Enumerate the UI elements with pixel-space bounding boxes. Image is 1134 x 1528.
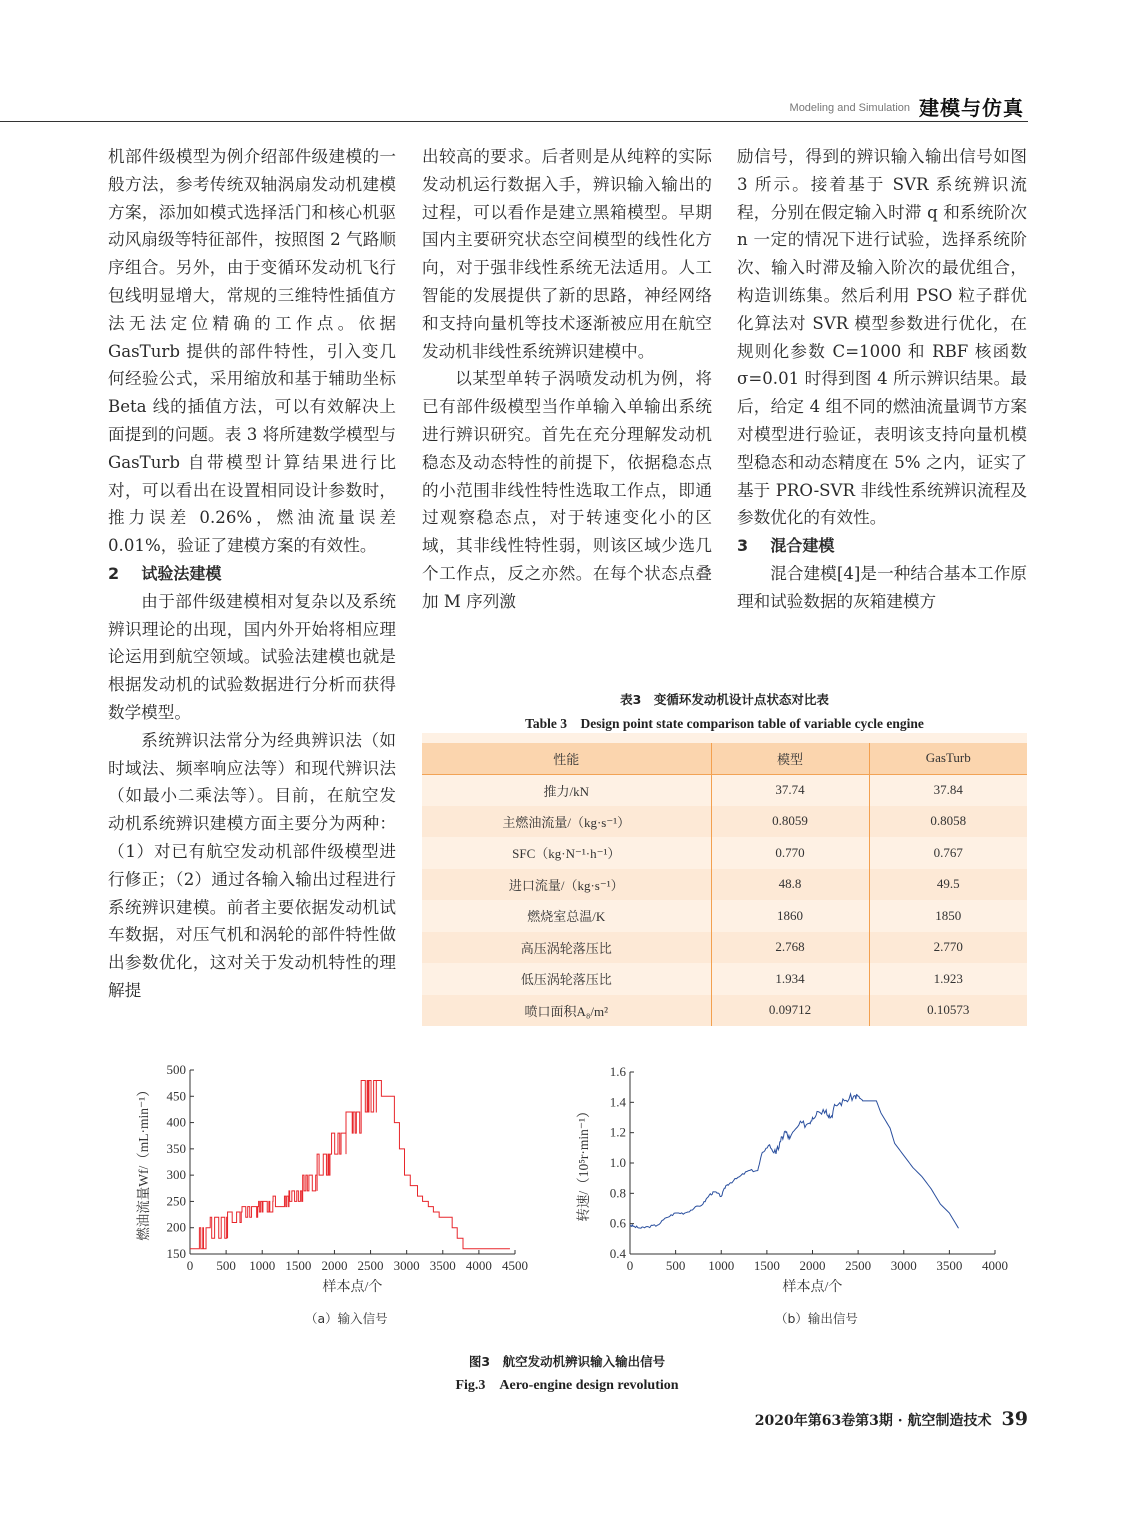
table-caption-en: Table 3 Design point state comparison table of variable cycle engine <box>525 716 924 731</box>
running-header <box>0 90 1028 122</box>
gasturb-value: 1.923 <box>869 963 1027 995</box>
y-tick-label: 450 <box>166 1088 186 1104</box>
x-tick-label: 2500 <box>845 1258 872 1273</box>
paragraph: 以某型单转子涡喷发动机为例，将已有部件级模型当作单输入单输出系统进行辨识研究。首先在充分理解发动机稳态及动态特性的前提下，依据稳态点的小范围非线性特性选取工作点，即通过观察稳态点，对于转速变化小的区域，其非线性特性弱，则该区域少选几个工作点，反之亦然。在每个状态点叠加 M 序列激 <box>422 369 712 611</box>
section-heading-3 <box>737 532 1027 560</box>
y-tick-label: 400 <box>166 1114 186 1130</box>
x-tick-label: 2500 <box>357 1258 384 1273</box>
section-heading-2 <box>108 560 396 588</box>
design-point-table <box>422 733 1027 1026</box>
table-row <box>422 806 1027 838</box>
column-header: 性能 <box>422 743 711 774</box>
x-tick-label: 2000 <box>321 1258 348 1273</box>
model-value: 48.8 <box>711 869 869 901</box>
table-top-bar <box>422 733 1027 743</box>
row-label: SFC（kg·N⁻¹·h⁻¹） <box>422 837 711 869</box>
section-number: 2 <box>108 563 120 583</box>
model-value: 0.770 <box>711 837 869 869</box>
header-section-en: Modeling and Simulation <box>789 102 910 114</box>
gasturb-value: 2.770 <box>869 932 1027 964</box>
x-tick-label: 500 <box>216 1258 236 1273</box>
x-axis-label: 样本点/个 <box>782 1280 843 1295</box>
x-tick-label: 0 <box>626 1258 634 1273</box>
page-number: 39 <box>1001 1408 1028 1430</box>
x-tick-label: 1500 <box>285 1258 312 1273</box>
x-tick-label: 3500 <box>936 1258 963 1273</box>
table-row <box>422 837 1027 869</box>
paragraph: 由于部件级建模相对复杂以及系统辨识理论的出现，国内外开始将相应理论运用到航空领域。试验法建模也就是根据发动机的试验数据进行分析而获得数学模型。 <box>108 591 396 722</box>
row-label: 进口流量/（kg·s⁻¹） <box>422 869 711 901</box>
paragraph: 励信号，得到的辨识输入输出信号如图 3 所示。接着基于 SVR 系统辨识流程，分别在假定输入时滞 q 和系统阶次 n 一定的情况下进行试验，选择系统阶次、输入时滞及输入阶次的最优组合，构造训练集。然后利用 PSO 粒子群优化算法对 SVR 模型参数进行优化，在规则化参数 C=1000 和 RBF 核函数 σ=0.01 时得到图 4 所示辨识结果。最后，给定 4 组不同的燃油流量调节方案对模型进行验证，表明该支持向量机模型稳态和动态精度在 5% 之内，证实了基于 PRO-SVR 非线性系统辨识流程及参数优化的有效性。 <box>737 147 1027 528</box>
x-tick-label: 3500 <box>429 1258 456 1273</box>
gasturb-value: 0.767 <box>869 837 1027 869</box>
gasturb-value: 0.8058 <box>869 806 1027 838</box>
speed-series-line <box>630 1094 959 1228</box>
gasturb-value: 0.10573 <box>869 995 1027 1027</box>
column-header: 模型 <box>711 743 869 774</box>
y-tick-label: 500 <box>166 1062 186 1077</box>
header-section-cn: 建模与仿真 <box>919 96 1024 120</box>
y-tick-label: 1.6 <box>609 1064 626 1079</box>
y-tick-label: 1.4 <box>609 1094 626 1110</box>
y-tick-label: 0.4 <box>609 1246 626 1261</box>
section-title: 试验法建模 <box>141 563 222 583</box>
x-axis-label: 样本点/个 <box>322 1280 383 1295</box>
x-tick-label: 2000 <box>799 1258 826 1273</box>
model-value: 1860 <box>711 900 869 932</box>
x-tick-label: 4000 <box>982 1258 1008 1273</box>
section-title: 混合建模 <box>770 536 835 556</box>
chart-output-signal <box>578 1060 1008 1304</box>
column-2 <box>422 143 712 616</box>
x-tick-label: 1500 <box>753 1258 780 1273</box>
table-row <box>422 900 1027 932</box>
x-tick-label: 1000 <box>249 1258 276 1273</box>
y-tick-label: 300 <box>166 1167 186 1183</box>
y-axis-label: 转速/（10⁵r·min⁻¹） <box>576 1104 591 1222</box>
y-tick-label: 350 <box>166 1140 186 1156</box>
chart-a-svg <box>128 1060 538 1300</box>
y-tick-label: 1.0 <box>609 1155 626 1170</box>
gasturb-value: 37.84 <box>869 774 1027 806</box>
paragraph: 系统辨识法常分为经典辨识法（如时域法、频率响应法等）和现代辨识法（如最小二乘法等）。目前，在航空发动机系统辨识建模方面主要分为两种：（1）对已有航空发动机部件级模型进行修正；（2）通过各输入输出过程进行系统辨识建模。前者主要依据发动机试车数据，对压气机和涡轮的部件特性做出参数优化，这对关于发动机特性的理解提 <box>108 730 396 1000</box>
row-label: 高压涡轮落压比 <box>422 932 711 964</box>
gasturb-value: 1850 <box>869 900 1027 932</box>
gasturb-value: 49.5 <box>869 869 1027 901</box>
x-tick-label: 0 <box>186 1258 194 1273</box>
table-row <box>422 869 1027 901</box>
journal-info: 2020年第63卷第3期 · 航空制造技术 <box>754 1413 992 1429</box>
x-tick-label: 4500 <box>502 1258 528 1273</box>
paragraph: 混合建模[4]是一种结合基本工作原理和试验数据的灰箱建模方 <box>737 563 1027 611</box>
column-3 <box>737 143 1027 616</box>
paragraph: 出较高的要求。后者则是从纯粹的实际发动机运行数据入手，辨识输入输出的过程，可以看作是建立黑箱模型。早期国内主要研究状态空间模型的线性化方向，对于强非线性系统无法适用。人工智能的发展提供了新的思路，神经网络和支持向量机等技术逐渐被应用在航空发动机非线性系统辨识建模中。 <box>422 147 712 361</box>
x-tick-label: 3000 <box>393 1258 420 1273</box>
row-label: 主燃油流量/（kg·s⁻¹） <box>422 806 711 838</box>
y-tick-label: 1.2 <box>609 1124 626 1140</box>
y-tick-label: 200 <box>166 1219 186 1235</box>
x-tick-label: 500 <box>665 1258 686 1273</box>
subfigure-caption-a: （a）输入信号 <box>305 1311 388 1326</box>
y-tick-label: 0.6 <box>609 1215 626 1231</box>
y-axis-label: 燃油流量Wf/（mL·min⁻¹） <box>136 1083 151 1241</box>
model-value: 0.09712 <box>711 995 869 1027</box>
x-tick-label: 3000 <box>890 1258 917 1273</box>
row-label: 燃烧室总温/K <box>422 900 711 932</box>
chart-input-signal <box>128 1060 538 1304</box>
row-label: 喷口面积A₈/m² <box>422 995 711 1027</box>
column-header: GasTurb <box>869 743 1027 774</box>
model-value: 1.934 <box>711 963 869 995</box>
table-row <box>422 963 1027 995</box>
chart-b-svg <box>578 1060 1008 1300</box>
table-caption-cn: 表3 变循环发动机设计点状态对比表 <box>620 692 829 707</box>
figure-caption-en: Fig.3 Aero-engine design revolution <box>455 1378 679 1393</box>
paragraph: 机部件级模型为例介绍部件级建模的一般方法，参考传统双轴涡扇发动机建模方案，添加如模式选择活门和核心机驱动风扇级等特征部件，按照图 2 气路顺序组合。另外，由于变循环发动机飞行包线明显增大，常规的三维特性插值方法无法定位精确的工作点。依据 GasTurb 提供的部件特性，引入变几何经验公式，采用缩放和基于辅助坐标 Beta 线的插值方法，可以有效解决上面提到的问题。表 3 将所建数学模型与 GasTurb 自带模型计算结果进行比对，可以看出在设置相同设计参数时，推力误差 0.26%，燃油流量误差 0.01%，验证了建模方案的有效性。 <box>108 147 396 556</box>
y-tick-label: 0.8 <box>609 1185 626 1201</box>
fuel-flow-series-line <box>190 1081 510 1249</box>
x-tick-label: 4000 <box>465 1258 492 1273</box>
model-value: 0.8059 <box>711 806 869 838</box>
column-1-top <box>108 143 396 1005</box>
y-tick-label: 250 <box>166 1193 186 1209</box>
row-label: 推力/kN <box>422 774 711 806</box>
table-row <box>422 995 1027 1027</box>
model-value: 2.768 <box>711 932 869 964</box>
x-tick-label: 1000 <box>708 1258 735 1273</box>
table-row <box>422 774 1027 806</box>
subfigure-caption-b: （b）输出信号 <box>775 1311 858 1326</box>
model-value: 37.74 <box>711 774 869 806</box>
y-tick-label: 150 <box>166 1246 186 1261</box>
table-row <box>422 932 1027 964</box>
figure-caption-cn: 图3 航空发动机辨识输入输出信号 <box>468 1354 666 1369</box>
row-label: 低压涡轮落压比 <box>422 963 711 995</box>
page-footer <box>755 1408 1028 1430</box>
section-number: 3 <box>737 536 749 556</box>
table-header-row <box>422 743 1027 774</box>
